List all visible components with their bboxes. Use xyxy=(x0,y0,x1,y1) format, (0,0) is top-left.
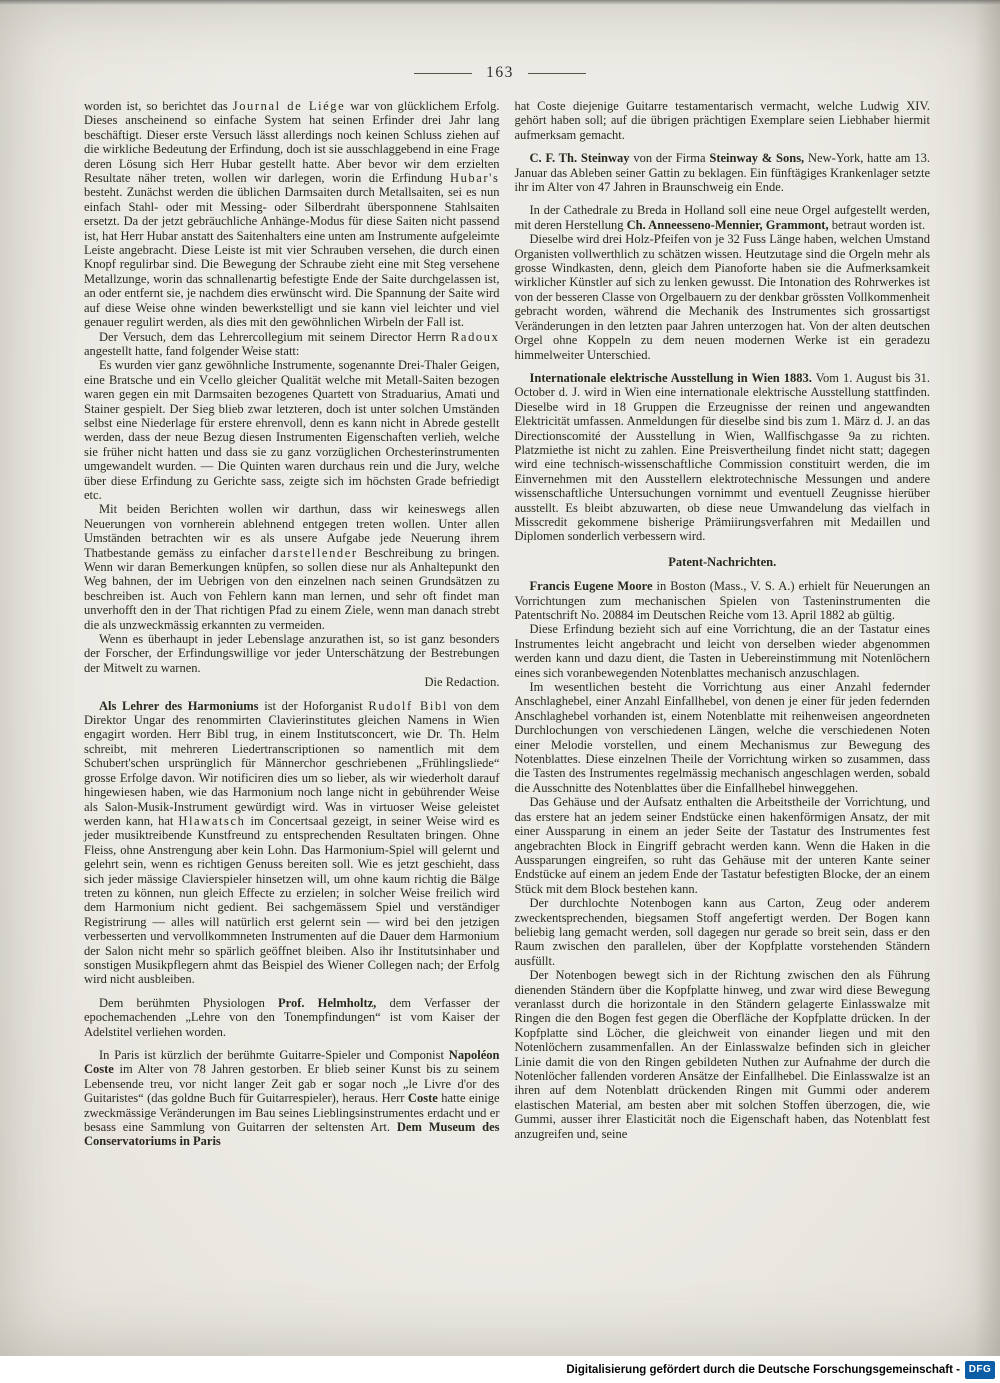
text-segment: Vom 1. August bis 31. October d. J. wird in Wien eine internationale elektrische Ausstellung stattfinden. Dieselbe wird in 18 Gruppen die Erzeugnisse der reinen und angewandten Elektricität umfassen. Anmeldungen für dieselbe sind bis zum 1. März d. J. an das Directionscomité der Ausstellung in Wien, Wallfischgasse 9a zu richten. Platzmiethe ist nicht zu zahlen. Eine Preisvertheilung findet nicht statt; dagegen wird eine technisch-wissenschaftliche Commission constituirt werden, die im Einvernehmen mit den Ausstellern elektrotechnische Messungen und andere wissenschaftliche Untersuchungen vornimmt und eventuell Zeugnisse hierüber ausstellt. Es bleibt abzuwarten, ob diese neue Umwandelung das vielfach in Misscredit gekommene bisherige Prämiirungsverfahren mit Medaillen und Diplomen sonderlich verbessern wird. xyxy=(514,370,930,544)
text-segment: Dieselbe wird drei Holz-Pfeifen von je 32 Fuss Länge haben, welchen Umstand Organisten vollwerthlich zu schätzen wissen. Heutzutage sind die Orgeln mehr als grosse Windkasten, denn, gleich dem Pianoforte haben sie die Aufmerksamkeit wirklicher Künstler auf sich zu lenken gewusst. Die Intonation des Rohrwerkes ist von der besseren Classe von Orgelbauern zu der denkbar grössten Vollkommenheit gebracht worden, während die Mechanik des Instrumentes sich grossartigst Veränderungen in den letzten paar Jahren unterzogen hat. Von der alten deutschen Orgel ohne Koppeln zu dem neuen modernen Werke ist ein geradezu himmelweiter Unterschied. xyxy=(514,232,930,362)
text-segment: hatte einige zweckmässige Veränderungen im Bau seines Lieblingsinstrumentes erdacht und er besass eine Sammlung von Guitarren der seltensten Art. xyxy=(84,1091,500,1135)
text-segment: Dem Museum des Conservatoriums in Paris xyxy=(84,1120,500,1149)
text-segment: In der Cathedrale zu Breda in Holland soll eine neue Orgel aufgestellt werden, mit deren Herstellung xyxy=(514,203,930,232)
text-segment: Journal de Liége xyxy=(232,99,346,113)
paragraph xyxy=(515,99,931,142)
text-segment: Diese Erfindung bezieht sich auf eine Vorrichtung, die an der Tastatur eines Instrumentes leicht angebracht und leicht von derselben wieder abgenommen werden kann und dazu dient, die Tasten in Uebereinstimmung mit Notenlöchern eines sich voranbewegenden Notenblattes mechanisch anzuschlagen. xyxy=(514,622,930,680)
text-segment: war von glücklichem Erfolg. Dieses anscheinend so einfache System hat seinen Erfinder drei Jahr lang beschäftigt. Dieser erste Versuch lässt allerdings noch keinen Schluss ziehen auf die wirkliche Bedeutung der Erfindung, doch ist sie ausschlaggebend in eine Frage deren Lösung sich Herr Hubar gestellt hatte. Aber bevor wir dem erzielten Resultate näher treten, wollen wir darlegen, worin die Erfindung xyxy=(84,99,500,186)
left-column xyxy=(84,99,500,1149)
paragraph xyxy=(515,232,931,362)
text-segment: von der Firma xyxy=(629,151,710,166)
text-segment: Im wesentlichen besteht die Vorrichtung aus einer Anzahl federnder Anschlaghebel, einer Anzahl Einfallhebel, von denen je einer für jeden federnden Anschlaghebel vorhanden ist, einem Notenblatte mit reihenweisen angeordneten Durchlochungen von verschiedenen Längen, welche die verschiedenen Noten einer Melodie vorstellen, und einem Mechanismus zur Bewegung des Notenblattes. Diese einzelnen Theile der Vorrichtung wirken so zusammen, dass die Tasten des Instrumentes regelmässig mechanisch angeschlagen werden, sobald die Ausschnitte des Notenblattes über die Einfallhebel hinweggehen. xyxy=(514,680,930,795)
paragraph xyxy=(84,502,500,632)
page-number: 163 xyxy=(486,64,514,81)
paragraph xyxy=(515,795,931,896)
text-segment: New-York, hatte am 13. Januar das Ableben seiner Gattin zu beklagen. Ein fünftägiges Krankenlager setzte ihr im Alter von 47 Jahren in Braunschweig ein Ende. xyxy=(514,151,930,195)
text-segment: Rudolf Bibl xyxy=(368,698,448,713)
text-segment: besteht. Zunächst werden die üblichen Darmsaiten durch Metallsaiten, sei es nun einfach Stahl- oder mit Messing- oder Silberdraht übersponnene Stahlsaiten ersetzt. Da der jetzt gebräuchliche Anhänge-Modus für diese Saiten nicht passend ist, hat Herr Hubar anstatt des Saitenhalters eine unten am Instrumente aufgeleimte Leiste angebracht. Diese Leiste ist mit vier Schrauben versehen, die durch einen Knopf regulirbar sind. Die Bewegung der Schraube zieht eine mit Steg versehene Metallzunge, worin das schnallenartig befestigte Ende der Saite durchgelassen ist, an oder entfernt sie, je nachdem dies erwünscht wird. Die Spannung der Saite wird auf diese Weise ohne winden bewerkstelligt und sie kann viel leichter und viel genauer regulirt werden, als dies mit den gewöhnlichen Wirbeln der Fall ist. xyxy=(84,185,500,330)
text-segment: darstellender xyxy=(272,545,358,560)
text-segment: angestellt hatte, fand folgender Weise statt: xyxy=(84,343,300,358)
text-segment: betraut worden ist. xyxy=(828,217,926,232)
paragraph xyxy=(515,371,931,544)
paragraph xyxy=(84,675,500,689)
text-segment: Napoléon Coste xyxy=(84,1048,500,1077)
text-segment: Prof. Helmholtz, xyxy=(278,995,377,1010)
paragraph xyxy=(84,632,500,675)
paragraph xyxy=(515,896,931,968)
text-segment: Hlawatsch xyxy=(178,813,246,828)
paragraph xyxy=(515,622,931,680)
text-segment: Der Notenbogen bewegt sich in der Richtung zwischen den als Führung dienenden Ständern über die Kopfplatte hinweg, und zwar wird diese Bewegung veranlasst durch die horizontale in den Ständern gelagerte Einlasswalze mit Ringen die den Bogen fest gegen die Oberfläche der Kopfplatte drücken. In der Kopfplatte sind Löcher, die gleichweit von einander liegen und mit den Notenlöchern zusammenfallen. An der Einlasswalze befinden sich in gleicher Linie damit die von den Ringen gebildeten Nuthen zur Aufnahme der durch die Notenlöcher fallenden vorderen Ansätze der Einfallhebel. Die Einlasswalze ist an ihren auf dem Notenblatt drückenden Ringen mit Gummi oder anderem elastischen Material, am besten aber mit solchen Stoffen überzogen, die, wie Gummi, ausser ihrer Elasticität noch die Eigenschaft haben, das Notenblatt fest anzugreifen und, seine xyxy=(514,968,930,1141)
text-segment: im Concertsaal gezeigt, in seiner Weise wird es jeder musiktreibende Kunstfreund zu entsprechenden Resultaten bringen. Ohne Fleiss, ohne Anstrengung aber kein Lohn. Das Harmonium-Spiel will gelernt und gelehrt sein, wenn es richtigen Genuss bereiten soll. Wie es jetzt geschieht, dass sich jeder mässige Clavierspieler hinsetzen will, um ohne kaum richtig die Bälge treten zu können, nun gleich Effecte zu erzielen; in solcher Weise freilich wird dem Harmonium nicht gedient. Bei sachgemässem Spiel und verständiger Registrirung — alles will natürlich erst gelernt sein — wird bei den jetzigen verbesserten und vervollkommneten Instrumenten auf die Dauer dem Harmonium der Salon nicht mehr so spärlich geöffnet bleiben. Also ihr Institutsinhaber und sonstigen Musikpflegern ahmt das Beispiel des Wiener Collegen nach; der Erfolg wird nicht ausbleiben. xyxy=(84,813,500,987)
text-segment: Dem berühmten Physiologen xyxy=(99,995,278,1010)
digitization-footer xyxy=(0,1356,1000,1383)
paragraph xyxy=(84,699,500,987)
text-columns xyxy=(0,82,1000,1149)
page-header xyxy=(0,64,1000,82)
text-segment: im Alter von 78 Jahren gestorben. Er blieb seiner Kunst bis zu seinem Lebensende treu, vor nicht langer Zeit gab er sogar noch „le Livre d'or des Guitaristes“ (das goldne Buch für Guitarrespieler), heraus. Herr xyxy=(84,1062,500,1106)
footer-credit-text: Digitalisierung gefördert durch die Deutsche Forschungsgemeinschaft - xyxy=(566,1363,960,1376)
paragraph xyxy=(84,996,500,1039)
paragraph xyxy=(515,203,931,232)
paragraph xyxy=(515,579,931,622)
text-segment: Der durchlochte Notenbogen kann aus Carton, Zeug oder anderem zweckentsprechenden, biegsamen Stoff angefertigt werden. Der Bogen kann beliebig lang gemacht werden, soll dagegen nur gerade so breit sein, dass er den Raum zwischen den parallelen, über der Kopfplatte vorstehenden Ständern ausfüllt. xyxy=(514,896,930,968)
text-segment: Patent-Nachrichten. xyxy=(668,554,777,569)
text-segment: In Paris ist kürzlich der berühmte Guitarre-Spieler und Componist xyxy=(99,1048,449,1062)
text-segment: C. F. Th. Steinway xyxy=(529,151,630,166)
dfg-logo: DFG xyxy=(965,1361,995,1379)
text-segment: Das Gehäuse und der Aufsatz enthalten die Arbeitstheile der Vorrichtung, und das erstere hat an jedem seiner Endstücke einen hakenförmigen Ansatz, der mit einer Aussparung in einem an jeder Seite der Tastatur des Instrumentes fest angebrachten Block in Eingriff gebracht werden kann. Wenn die Haken in die Aussparungen eingreifen, so ruht das Gehäuse mit der unteren Kante seiner Endstücke auf einem an jedem Ende der Tastatur befestigten Blocke, der an einem Stück mit dem Block bestehen kann. xyxy=(514,795,930,896)
text-segment: Hubar's xyxy=(449,171,500,186)
paragraph xyxy=(515,968,931,1141)
paragraph xyxy=(84,330,500,359)
text-segment: dem Verfasser der epochemachenden „Lehre von den Tonempfindungen“ ist vom Kaiser der Adelstitel verliehen worden. xyxy=(84,995,500,1039)
text-segment: Als Lehrer des Harmoniums xyxy=(99,698,259,713)
paragraph xyxy=(515,151,931,194)
header-rule-left xyxy=(414,73,472,74)
text-segment: Mit beiden Berichten wollen wir darthun, dass wir keineswegs allen Neuerungen von vornherein ablehnend entgegen treten wollen. Unter allen Umständen betrachten wir es als unsere Aufgabe jede Neuerung ihrem Thatbestande gemäss zu einfacher xyxy=(84,502,500,560)
paragraph xyxy=(84,358,500,502)
paragraph xyxy=(84,1048,500,1149)
text-segment: Ch. Anneesseno-Mennier, Grammont, xyxy=(626,217,829,232)
text-segment: Steinway & Sons, xyxy=(709,151,805,166)
text-segment: von dem Direktor Ungar des renommirten Clavierinstitutes gleichen Namens in Wien engagirt worden. Herr Bibl trug, in einem Institutsconcert, wie Dr. Th. Helm schreibt, mit mehreren Liedertranscriptionen so namentlich mit dem Schubert'schen ursprünglich für Männerchor geschriebenen „Frühlingsliede“ grosse Erfolge davon. Wir notificiren dies um so lieber, als wir wiederholt darauf hingewiesen haben, wie das Harmonium noch lange nicht in gebührender Weise als Salon-Musik-Instrument gewürdigt wird. Was in virtuoser Weise geleistet werden kann, hat xyxy=(84,698,500,828)
text-segment: Internationale elektrische Ausstellung in Wien 1883. xyxy=(529,370,812,385)
text-segment: Coste xyxy=(407,1091,438,1106)
header-rule-right xyxy=(528,73,586,74)
text-segment: Die Redaction. xyxy=(424,675,500,690)
text-segment: Der Versuch, dem das Lehrercollegium mit seinem Director Herrn xyxy=(99,329,451,344)
text-segment: Radoux xyxy=(451,329,500,344)
text-segment: Wenn es überhaupt in jeder Lebenslage anzurathen ist, so ist ganz besonders der Forscher, der Erfindungswillige vor jeder Unterschätzung der Bestrebungen der Mitwelt zu warnen. xyxy=(84,632,500,675)
text-segment: ist der Hoforganist xyxy=(258,698,369,713)
text-segment: in Boston (Mass., V. S. A.) erhielt für Neuerungen an Vorrichtungen zum mechanischen Spielen von Tasteninstrumenten die Patentschrift No. 20884 im Deutschen Reiche vom 13. April 1882 ab gültig. xyxy=(514,579,930,622)
right-column xyxy=(515,99,931,1149)
paragraph xyxy=(515,680,931,795)
text-segment: Beschreibung zu bringen. Wenn wir daran Bemerkungen knüpfen, so sollen diese nur als Anhaltepunkt den Weg bahnen, der im Uebrigen von den einzelnen nach seinen Grundsätzen zu beschreiben ist. Auch von Fehlern kann man lernen, und sehr oft findet man unverhofft den in der That richtigen Pfad zu einem Ziele, wenn man danach strebt die als unzweckmässig erkannten zu vermeiden. xyxy=(84,545,500,632)
text-segment: hat Coste diejenige Guitarre testamentarisch vermacht, welche Ludwig XIV. gehört haben soll; auf die übrigen prächtigen Exemplare seien Liebhaber hiermit aufmerksam gemacht. xyxy=(514,99,930,142)
text-segment: worden ist, so berichtet das xyxy=(84,99,233,113)
section-heading xyxy=(515,555,931,569)
text-segment: Francis Eugene Moore xyxy=(529,579,653,594)
text-segment: Es wurden vier ganz gewöhnliche Instrumente, sogenannte Drei-Thaler Geigen, eine Bratsche und ein Vcello gleicher Qualität welche mit Metall-Saiten bezogen waren gegen ein mit Darmsaiten bezogenes Quartett von Straduarius, Amati und Stainer gespielt. Der Sieg blieb zwar letzteren, doch ist unter solchen Umständen selbst eine Niederlage für erstere ehrenvoll, denn es kann nicht in Abrede gestellt werden, dass der neue Bezug diesen Instrumenten Eigenschaften verlieh, welche sie früher nicht hatten und dass sie zu ganz vorzüglichen Orchesterinstrumenten umgewandelt wurden. — Die Quinten waren durchaus rein und die Jury, welche über diese Erfindung zu Gerichte sass, zeigte sich im höchsten Grade befriedigt etc. xyxy=(84,358,500,502)
paragraph xyxy=(84,99,500,330)
